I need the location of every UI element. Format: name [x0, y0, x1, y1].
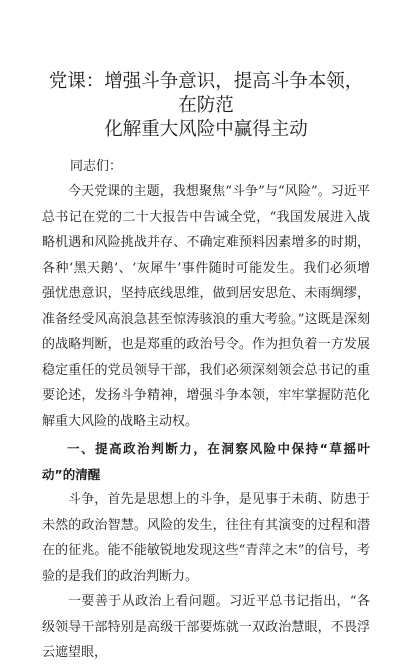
section-heading-1: 一、提高政治判断力，在洞察风险中保持“草摇叶动”的清醒 [42, 441, 370, 482]
salutation: 同志们： [70, 159, 123, 174]
title-line-2: 化解重大风险中赢得主动 [104, 119, 308, 140]
title-line-1: 党课：增强斗争意识，提高斗争本领，在防范 [48, 71, 364, 116]
document-title [42, 70, 370, 142]
paragraph-intro: 今天党课的主题，我想聚焦“斗争”与“风险”。习近平总书记在党的二十大报告中告诫全党，“我国发展进入战略机遇和风险挑战并存、不确定难预料因素增多的时期，各种‘黑天鹅’、‘灰犀牛’事件随时可能发生。我们必须增强忧患意识，坚持底线思维，做到居安思危、未雨绸缪，准备经受风高浪急甚至惊涛骇浪的重大考验。”这既是深刻的战略判断，也是郑重的政治号令。作为担负着一方发展稳定重任的党员领导干部，我们必须深刻领会总书记的重要论述，发扬斗争精神，增强斗争本领，牢牢掌握防范化解重大风险的战略主动权。 [42, 184, 370, 429]
paragraph-struggle: 斗争，首先是思想上的斗争，是见事于未萌、防患于未然的政治智慧。风险的发生，往往有其演变的过程和潜在的征兆。能不能敏锐地发现这些“青萍之末”的信号，考验的是我们的政治判断力。 [42, 492, 370, 584]
paragraph-political-view: 一要善于从政治上看问题。习近平总书记指出，“各级领导干部特别是高级干部要炼就一双政治慧眼，不畏浮云遮望眼， [42, 594, 370, 660]
document-page [42, 70, 370, 666]
